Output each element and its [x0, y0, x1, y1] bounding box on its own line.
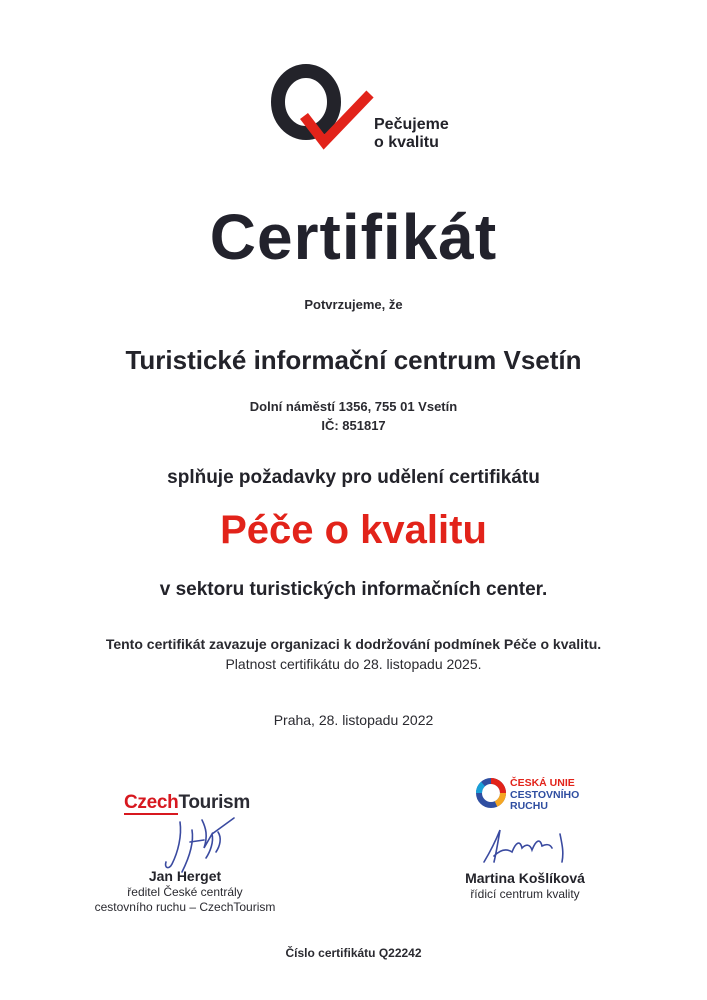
requirement-text: splňuje požadavky pro udělení certifikátu	[167, 467, 540, 488]
signatory-right-role: řídicí centrum kvality	[470, 887, 580, 901]
signatory-left-role-line-2: cestovního ruchu – CzechTourism	[94, 900, 276, 914]
signatory-left	[60, 868, 310, 915]
signature-left-icon	[152, 812, 262, 876]
czechtourism-logo-czech: Czech	[124, 792, 179, 813]
organization-address: Dolní náměstí 1356, 755 01 Vsetín	[249, 399, 458, 414]
signatory-left-name: Jan Herget	[148, 868, 222, 884]
organization-name: Turistické informační centrum Vsetín	[125, 345, 582, 375]
pecujeme-o-kvalitu-logo	[270, 64, 470, 152]
validity-text: Platnost certifikátu do 28. listopadu 2025.	[225, 656, 482, 672]
cucr-ring-icon	[474, 776, 508, 810]
intro-text: Potvrzujeme, že	[304, 297, 403, 312]
logo-line-2: o kvalitu	[374, 134, 439, 151]
cucr-wordmark	[510, 778, 579, 813]
certificate-name: Péče o kvalitu	[220, 508, 487, 552]
signatory-right-name: Martina Košlíková	[465, 870, 585, 886]
cucr-line-3: RUCHU	[510, 800, 548, 812]
cucr-line-2: CESTOVNÍHO	[510, 788, 580, 801]
czechtourism-logo	[124, 792, 250, 814]
cucr-line-1: ČESKÁ UNIE	[510, 777, 575, 789]
place-date: Praha, 28. listopadu 2022	[273, 712, 434, 728]
czechtourism-logo-tourism: Tourism	[178, 792, 250, 813]
signature-right-icon	[478, 822, 588, 870]
q-checkmark-icon	[270, 64, 380, 152]
signatory-left-role-line-1: ředitel České centrály	[127, 885, 243, 899]
logo-line-1: Pečujeme	[374, 116, 449, 133]
ceska-unie-cestovniho-ruchu-logo	[474, 776, 594, 816]
organization-ic: IČ: 851817	[321, 418, 386, 433]
organization-details	[0, 397, 707, 435]
logo-wordmark	[374, 116, 449, 152]
sector-text: v sektoru turistických informačních center.	[159, 579, 548, 600]
commitment-text: Tento certifikát zavazuje organizaci k dodržování podmínek Péče o kvalitu.	[105, 636, 602, 652]
signatory-right	[400, 870, 650, 902]
certificate-title: Certifikát	[209, 201, 498, 273]
certificate-number: Číslo certifikátu Q22242	[285, 946, 422, 960]
